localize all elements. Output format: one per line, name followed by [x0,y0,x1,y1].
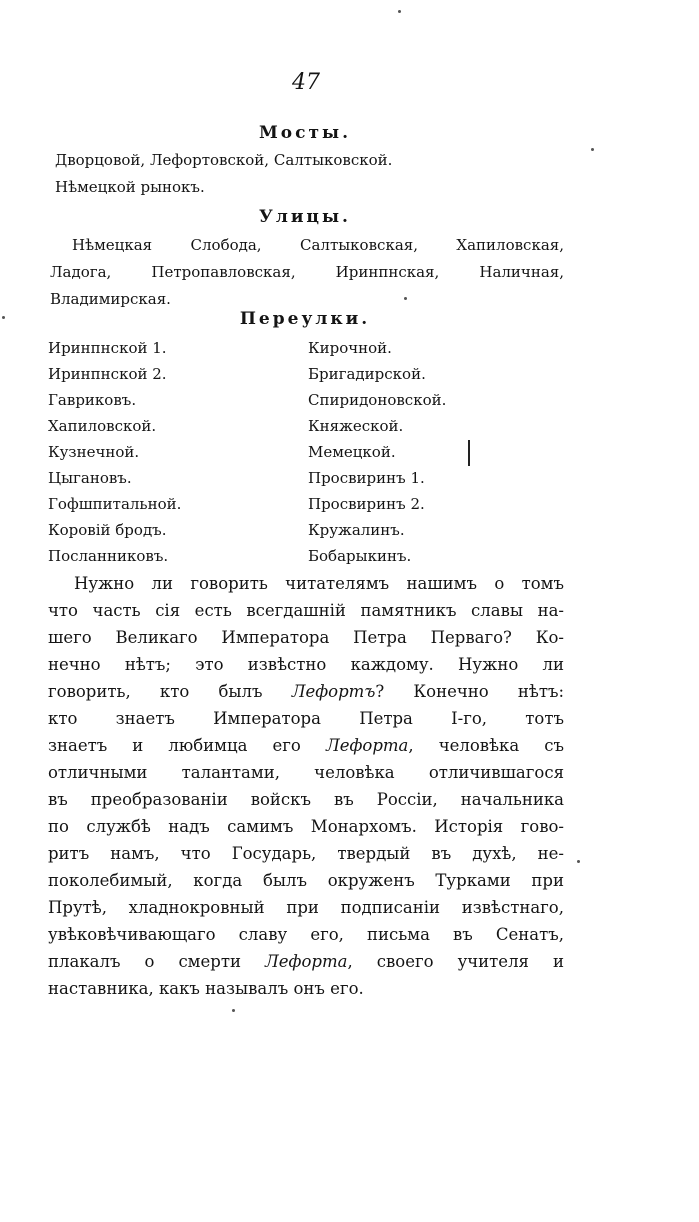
margin-mark [468,440,470,466]
lane-right-4: Княжеской. [308,417,404,435]
paragraph-line-12: поколебимый, когда былъ окруженъ Турками при [48,871,564,890]
scan-speck [577,860,580,863]
scan-speck [232,1009,235,1012]
paragraph-line-5: говорить, кто былъ Лефортъ? Конечно нѣтъ: [48,682,565,701]
lane-left-9: Посланниковъ. [48,547,169,565]
lane-left-3: Гавриковъ. [48,391,137,409]
paragraph-line-16: наставника, какъ называлъ онъ его. [48,979,364,998]
paragraph-line-6: кто знаетъ Императора Петра I-го, тотъ [48,709,564,728]
heading-lanes: Переулки. [239,309,371,329]
lane-right-9: Бобарыкинъ. [308,547,412,565]
paragraph-line-1: Нужно ли говорить читателямъ нашимъ о томъ [74,574,564,593]
lane-right-1: Кирочной. [308,339,392,357]
paragraph-line-3: шего Великаго Императора Петра Перваго? Ко- [48,628,564,647]
heading-streets: Улицы. [259,207,351,227]
paragraph-line-11: ритъ намъ, что Государь, твердый въ духѣ, не- [48,844,564,863]
page-number: 47 [292,70,320,95]
paragraph-line-15: плакалъ о смерти Лефорта, своего учителя и [48,952,564,971]
paragraph-line-14: увѣковѣчивающаго славу его, письма въ Сенатъ, [48,925,564,944]
paragraph-line-7: знаетъ и любимца его Лефорта, человѣка съ [48,736,565,755]
lane-left-4: Хапиловской. [48,417,157,435]
scan-speck [404,297,407,300]
paragraph-line-9: въ преобразованіи войскъ въ Россіи, начальника [48,790,564,809]
bridges-line-2: Нѣмецкой рынокъ. [55,178,205,196]
lane-left-5: Кузнечной. [48,443,140,461]
streets-line-3: Владимирская. [50,290,171,308]
lane-left-7: Гофшпитальной. [48,495,182,513]
lane-left-6: Цыгановъ. [48,469,132,487]
scan-speck [591,148,594,151]
lane-left-8: Коровій бродъ. [48,521,167,539]
streets-line-1: Нѣмецкая Слобода, Салтыковская, Хапиловская, [72,236,564,254]
lane-right-2: Бригадирской. [308,365,426,383]
paragraph-line-8: отличными талантами, человѣка отличившагося [48,763,564,782]
lane-right-3: Спиридоновской. [308,391,447,409]
scan-speck [398,10,401,13]
bridges-line-1: Дворцовой, Лефортовской, Салтыковской. [55,151,393,169]
lane-right-7: Просвиринъ 2. [308,495,425,513]
heading-bridges: Мосты. [258,123,351,143]
streets-line-2: Ладога, Петропавловская, Иринпнская, Наличная, [50,263,564,281]
lane-left-1: Иринпнской 1. [48,339,167,357]
paragraph-line-13: Прутѣ, хладнокровный при подписаніи извѣстнаго, [48,898,564,917]
lane-right-5: Мемецкой. [308,443,396,461]
paragraph-line-2: что часть сія есть всегдашній памятникъ славы на- [48,601,564,620]
scan-speck [2,316,5,319]
paragraph-line-4: нечно нѣтъ; это извѣстно каждому. Нужно ли [48,655,564,674]
lane-left-2: Иринпнской 2. [48,365,167,383]
lane-right-8: Кружалинъ. [308,521,405,539]
lane-right-6: Просвиринъ 1. [308,469,425,487]
paragraph-line-10: по службѣ надъ самимъ Монархомъ. Исторія гово- [48,817,564,836]
